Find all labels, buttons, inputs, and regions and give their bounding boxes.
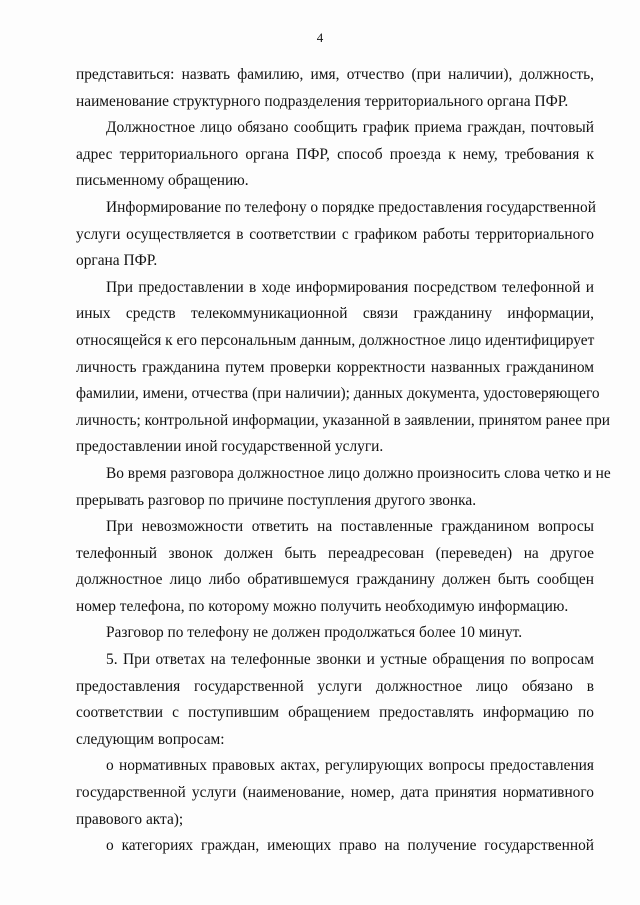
paragraph — [76, 115, 594, 195]
text-line: предоставления государственной услуги должностное лицо обязано в — [76, 677, 594, 695]
text-line: правового акта); — [76, 810, 184, 828]
paragraph — [76, 833, 594, 860]
document-body — [76, 62, 611, 860]
paragraph — [76, 195, 594, 275]
text-line: фамилии, имени, отчества (при наличии); данных документа, удостоверяющего — [76, 385, 600, 403]
text-line: Разговор по телефону не должен продолжаться более 10 минут. — [106, 624, 523, 642]
paragraph — [76, 514, 594, 620]
text-line: относящейся к его персональным данным, должностное лицо идентифицирует — [76, 331, 595, 349]
text-line: представиться: назвать фамилию, имя, отчество (при наличии), должность, — [76, 66, 594, 83]
text-line: Информирование по телефону о порядке предоставления государственной — [106, 198, 596, 216]
text-line: 5. При ответах на телефонные звонки и устные обращения по вопросам — [106, 651, 594, 669]
text-line: следующим вопросам: — [76, 730, 225, 748]
paragraph — [76, 461, 611, 514]
text-line: соответствии с поступившим обращением предоставлять информацию по — [76, 704, 594, 722]
text-line: телефонный звонок должен быть переадресован (переведен) на другое — [76, 544, 594, 562]
text-line: личность; контрольной информации, указанной в заявлении, принятом ранее при — [76, 411, 611, 429]
text-line: адрес территориального органа ПФР, способ проезда к нему, требования к — [76, 145, 594, 163]
text-line: Должностное лицо обязано сообщить график приема граждан, почтовый — [106, 119, 594, 137]
text-line: При предоставлении в ходе информирования посредством телефонной и — [106, 278, 594, 296]
text-line: должностное лицо либо обратившемуся гражданину должен быть сообщен — [76, 571, 594, 589]
paragraph — [76, 620, 594, 647]
text-line: наименование структурного подразделения территориального органа ПФР. — [76, 92, 569, 110]
text-line: письменному обращению. — [76, 172, 249, 190]
text-line: Во время разговора должностное лицо должно произносить слова четко и не — [106, 464, 611, 482]
page-number: 4 — [316, 30, 324, 45]
text-line: номер телефона, по которому можно получить необходимую информацию. — [76, 597, 569, 615]
text-line: личность гражданина путем проверки корректности названных гражданином — [76, 358, 594, 376]
text-line: иных средств телекоммуникационной связи гражданину информации, — [76, 305, 594, 323]
text-line: органа ПФР. — [76, 252, 158, 270]
text-line: государственной услуги (наименование, номер, дата принятия нормативного — [76, 784, 594, 802]
paragraph — [76, 62, 594, 115]
text-line: о категориях граждан, имеющих право на получение государственной — [106, 837, 594, 855]
text-line: услуги осуществляется в соответствии с графиком работы территориального — [76, 225, 594, 243]
paragraph — [76, 647, 594, 753]
text-line: При невозможности ответить на поставленные гражданином вопросы — [106, 518, 594, 536]
text-line: о нормативных правовых актах, регулирующих вопросы предоставления — [106, 757, 594, 775]
text-line: предоставлении иной государственной услуги. — [76, 438, 384, 456]
text-line: прерывать разговор по причине поступления другого звонка. — [76, 491, 477, 509]
paragraph — [76, 275, 611, 461]
paragraph — [76, 753, 594, 833]
